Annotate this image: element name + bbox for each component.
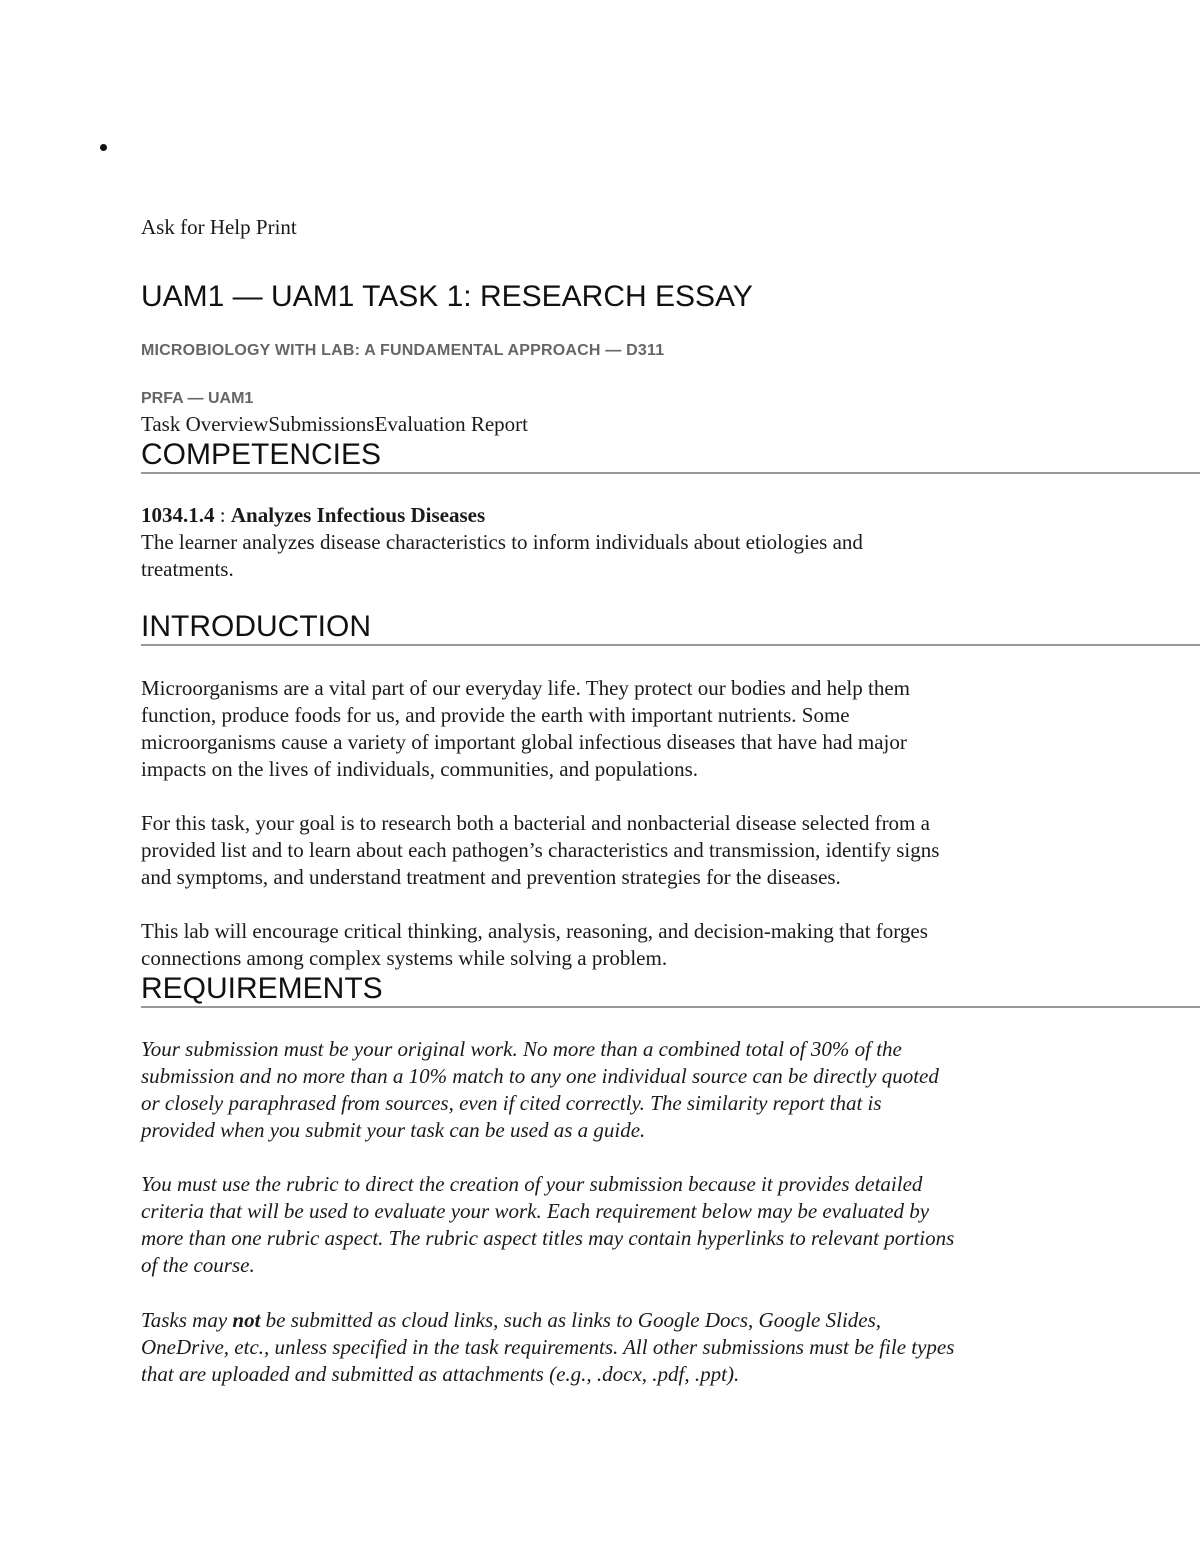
requirements-paragraph-2 <box>141 1171 1071 1279</box>
text-line <box>141 1307 1071 1334</box>
text-line: provided when you submit your task can be used as a guide. <box>141 1118 646 1142</box>
text-line: Microorganisms are a vital part of our everyday life. They protect our bodies and help them <box>141 676 910 700</box>
tab-submissions[interactable]: Submissions <box>268 412 375 436</box>
text-line: impacts on the lives of individuals, communities, and populations. <box>141 757 699 781</box>
text-line: You must use the rubric to direct the creation of your submission because it provides detailed <box>141 1172 923 1196</box>
tab-task-overview[interactable]: Task Overview <box>141 412 269 436</box>
competency-separator: : <box>214 503 231 527</box>
text-line: For this task, your goal is to research both a bacterial and nonbacterial disease selected from a <box>141 811 930 835</box>
bullet-icon <box>100 144 107 151</box>
ask-for-help-link[interactable]: Ask for Help <box>141 215 251 239</box>
text-line: submission and no more than a 10% match to any one individual source can be directly quoted <box>141 1064 939 1088</box>
introduction-heading: INTRODUCTION <box>141 610 1200 646</box>
course-name: MICROBIOLOGY WITH LAB: A FUNDAMENTAL APPROACH — D311 <box>141 342 665 359</box>
competency-item <box>141 502 1071 583</box>
text-line: more than one rubric aspect. The rubric aspect titles may contain hyperlinks to relevant portions <box>141 1226 955 1250</box>
page-title: UAM1 — UAM1 TASK 1: RESEARCH ESSAY <box>141 280 753 313</box>
text-line: criteria that will be used to evaluate your work. Each requirement below may be evaluated by <box>141 1199 930 1223</box>
requirements-heading: REQUIREMENTS <box>141 972 1200 1008</box>
competency-title <box>141 502 1071 529</box>
text-line: and symptoms, and understand treatment and prevention strategies for the diseases. <box>141 865 841 889</box>
task-tabs <box>141 411 528 438</box>
requirements-paragraph-1 <box>141 1036 1071 1144</box>
emphasis-not: not <box>232 1308 261 1332</box>
text-line: function, produce foods for us, and provide the earth with important nutrients. Some <box>141 703 850 727</box>
tab-evaluation-report[interactable]: Evaluation Report <box>374 412 528 436</box>
introduction-paragraph-3 <box>141 918 1071 972</box>
text-line: of the course. <box>141 1253 255 1277</box>
text-line: microorganisms cause a variety of important global infectious diseases that have had major <box>141 730 907 754</box>
top-links <box>141 214 1200 241</box>
requirements-paragraph-3 <box>141 1307 1071 1388</box>
competency-name: Analyzes Infectious Diseases <box>230 503 486 527</box>
competency-description-line: treatments. <box>141 557 234 581</box>
text-line: or closely paraphrased from sources, even if cited correctly. The similarity report that is <box>141 1091 882 1115</box>
competencies-heading: COMPETENCIES <box>141 438 1200 474</box>
text-span: be submitted as cloud links, such as links to Google Docs, Google Slides, <box>260 1308 882 1332</box>
text-line: that are uploaded and submitted as attachments (e.g., .docx, .pdf, .ppt). <box>141 1362 740 1386</box>
course-code: PRFA — UAM1 <box>141 390 254 407</box>
competency-number: 1034.1.4 <box>141 503 215 527</box>
task-content <box>141 214 1200 1386</box>
text-line: provided list and to learn about each pathogen’s characteristics and transmission, identify signs <box>141 838 940 862</box>
text-line: Your submission must be your original work. No more than a combined total of 30% of the <box>141 1037 902 1061</box>
introduction-paragraph-2 <box>141 810 1071 891</box>
text-line: This lab will encourage critical thinking, analysis, reasoning, and decision-making that forges <box>141 919 928 943</box>
print-link[interactable]: Print <box>255 215 297 239</box>
competency-description-line: The learner analyzes disease characteristics to inform individuals about etiologies and <box>141 530 863 554</box>
text-line: OneDrive, etc., unless specified in the task requirements. All other submissions must be file types <box>141 1335 955 1359</box>
text-span: Tasks may <box>141 1308 233 1332</box>
introduction-paragraph-1 <box>141 675 1071 783</box>
text-line: connections among complex systems while solving a problem. <box>141 946 668 970</box>
